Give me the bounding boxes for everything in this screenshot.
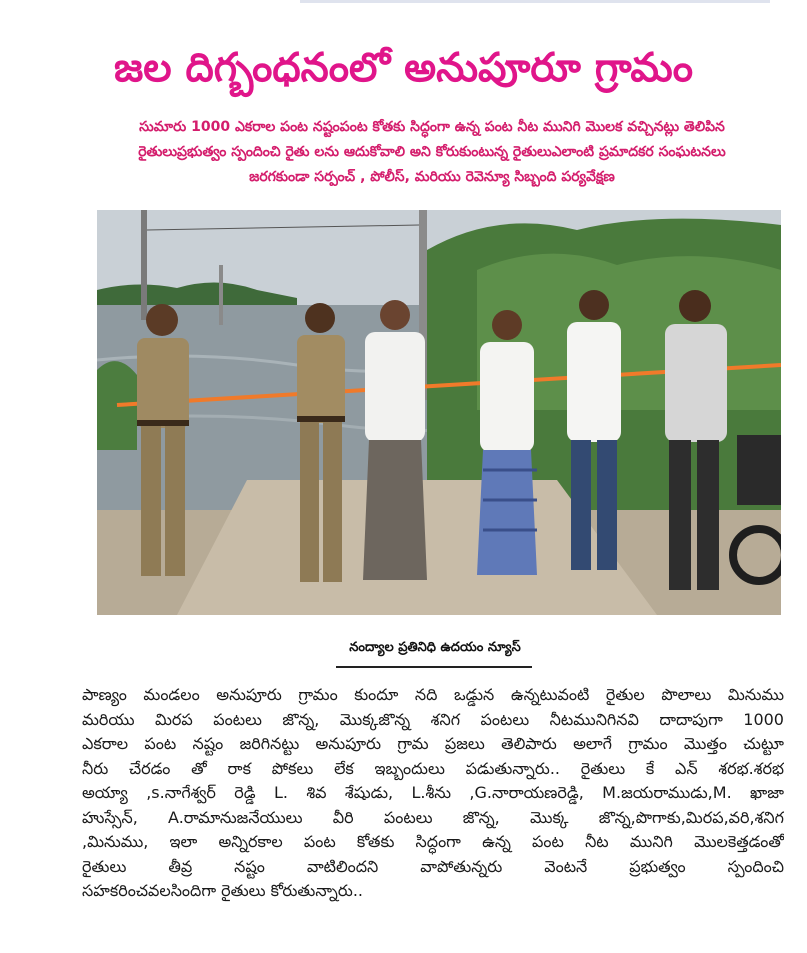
top-divider [300, 0, 770, 3]
body-line: ఎకరాల పంట నష్టం జరిగినట్టు అనుపూరు గ్రామ ప్రజలు తెలిపారు అలాగే గ్రామం మొత్తం చుట్టూ [82, 734, 784, 753]
body-line: హుస్సేన్, A.రామానుజనేయులు వీరి పంటలు జొన్న, మొక్క జొన్న,పొగాకు,మిరప,వరి,శనిగ [82, 807, 784, 827]
news-photo-illustration [97, 210, 781, 615]
photo-credit: నంద్యాల ప్రతినిధి ఉదయం న్యూస్ [349, 640, 521, 655]
person-white-shirt-1 [363, 300, 427, 580]
body-line: అయ్యా ,s.నాగేశ్వర్ రెడ్డి L. శివ శేషుడు, L.శీను ,G.నారాయణరెడ్డి, M.జయరాముడు,M. ఖాజా [82, 783, 784, 802]
body-line: మరియు మిరప పంటలు జొన్న, మొక్కజొన్న శనిగ పంటలు నీటమునిగినవి దాదాపుగా 1000 [82, 709, 784, 729]
body-line: సహకరించవలసిందిగా రైతులు కోరుతున్నారు.. [82, 881, 364, 900]
body-line: రైతులు తీవ్ర నష్టం వాటిలిందని వాపోతున్నరు వెంటనే ప్రభుత్వం స్పందించి [82, 856, 784, 876]
body-line: పాణ్యం మండలం అనుపూరు గ్రామం కుందూ నది ఒడ్డున ఉన్నటువంటి రైతుల పొలాలు మినుము [82, 685, 784, 704]
credit-underline [336, 666, 532, 668]
body-line: ,మినుము, ఇలా అన్నిరకాల పంట కోతకు సిద్ధంగా ఉన్న పంట నీట మునిగి మొలకెత్తడంతో [82, 832, 784, 851]
article-body [82, 683, 784, 904]
subheadline-line: సుమారు 1000 ఎకరాల పంట నష్టంపంట కోతకు సిద్ధంగా ఉన్న పంట నీట మునిగి మొలక వచ్చినట్లు తెలిపిన [139, 119, 725, 135]
subheadline-line: జరగకుండా సర్పంచ్ , పోలీస్, మరియు రెవెన్యూ సిబ్బంది పర్యవేక్షణ [249, 169, 615, 185]
body-line: నీరు చేరడం తో రాక పోకలు లేక ఇబ్బందులు పడుతున్నారు.. రైతులు కే ఎన్ శరభ.శరభ [82, 758, 784, 778]
next-article-headline-partial [120, 936, 740, 953]
person-lungi-blue [477, 310, 537, 575]
news-photo [97, 210, 781, 615]
article-headline: జల దిగ్బంధనంలో అనుపూరూ గ్రామం [114, 45, 693, 91]
article-subheadline [82, 115, 782, 190]
subheadline-line: రైతులుప్రభుత్వం స్పందించి రైతు లను ఆదుకోవాలి అని కోరుకుంటున్న రైతులుఎలాంటి ప్రమాదకర సంఘటనలు [138, 144, 726, 160]
